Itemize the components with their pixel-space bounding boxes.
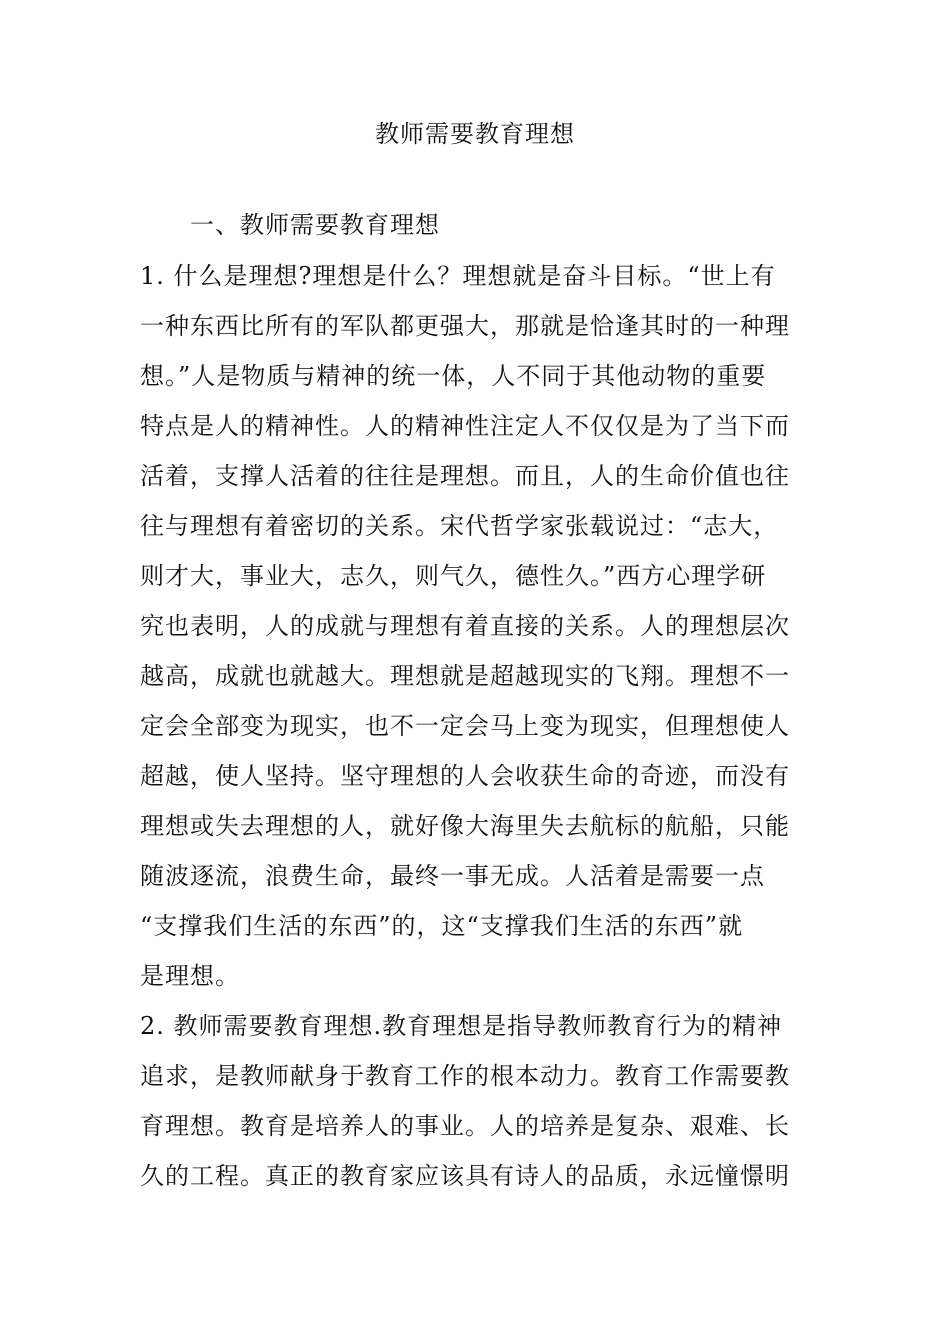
body-line: 则才大，事业大，志久，则气久，德性久。”西方心理学研: [140, 562, 767, 590]
body-line: 特点是人的精神性。人的精神性注定人不仅仅是为了当下而: [140, 412, 790, 440]
body-line: 想。”人是物质与精神的统一体，人不同于其他动物的重要: [140, 362, 767, 390]
body-line: “支撑我们生活的东西”的，这“支撑我们生活的东西”就: [140, 912, 744, 940]
body-line: 究也表明，人的成就与理想有着直接的关系。人的理想层次: [140, 612, 790, 640]
section-heading: 一、教师需要教育理想: [190, 211, 440, 239]
body-line: 往与理想有着密切的关系。宋代哲学家张载说过：“志大，: [140, 512, 779, 540]
body-line: 2. 教师需要教育理想.教育理想是指导教师教育行为的精神: [140, 1012, 783, 1040]
body-line: 是理想。: [140, 962, 240, 990]
body-line: 活着，支撑人活着的往往是理想。而且，人的生命价值也往: [140, 462, 790, 490]
body-line: 久的工程。真正的教育家应该具有诗人的品质，永远憧憬明: [140, 1162, 790, 1190]
body-line: 1. 什么是理想?理想是什么？理想就是奋斗目标。“世上有: [140, 262, 776, 290]
body-line: 超越，使人坚持。坚守理想的人会收获生命的奇迹，而没有: [140, 762, 790, 790]
body-line: 越高，成就也就越大。理想就是超越现实的飞翔。理想不一: [140, 662, 790, 690]
body-line: 追求，是教师献身于教育工作的根本动力。教育工作需要教: [140, 1062, 790, 1090]
body-line: 育理想。教育是培养人的事业。人的培养是复杂、艰难、长: [140, 1112, 790, 1140]
body-line: 随波逐流，浪费生命，最终一事无成。人活着是需要一点: [140, 862, 765, 890]
document-title: 教师需要教育理想: [375, 120, 575, 148]
body-line: 理想或失去理想的人，就好像大海里失去航标的航船，只能: [140, 812, 790, 840]
body-line: 定会全部变为现实，也不一定会马上变为现实，但理想使人: [140, 712, 790, 740]
body-line: 一种东西比所有的军队都更强大，那就是恰逢其时的一种理: [140, 312, 790, 340]
